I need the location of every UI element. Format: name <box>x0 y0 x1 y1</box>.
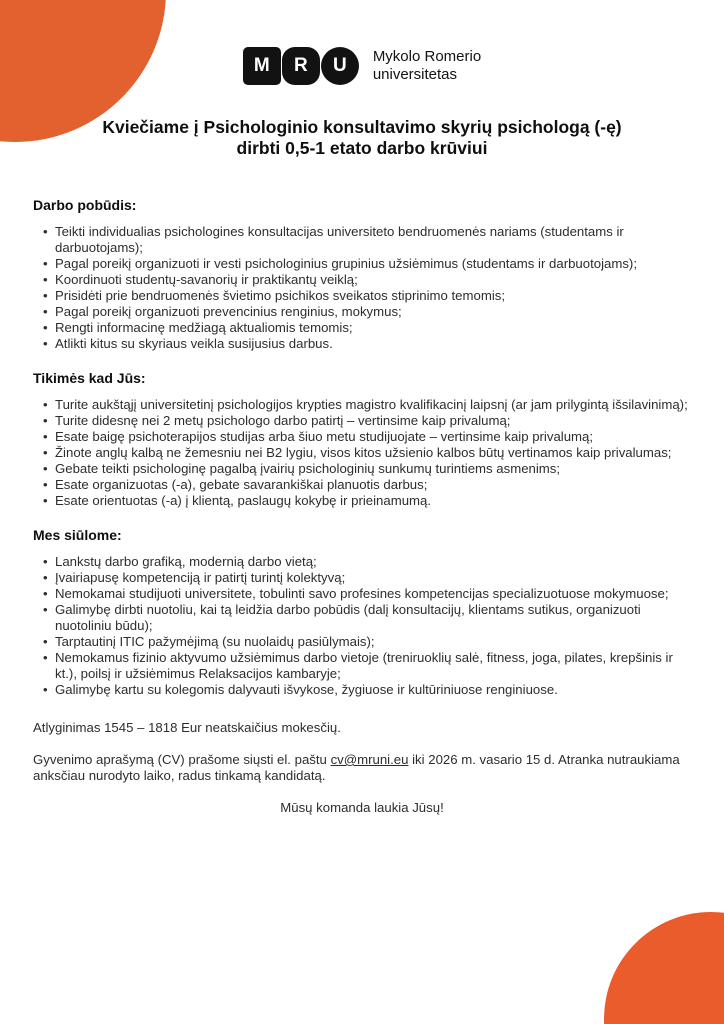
page-title-line1: Kviečiame į Psichologinio konsultavimo skyrių psichologą (-ę) <box>102 117 622 137</box>
university-name <box>373 48 481 84</box>
posting-body <box>0 197 724 816</box>
section-heading: Tikimės kad Jūs: <box>33 370 146 386</box>
list-item: • Nemokamai studijuoti universitete, tobulinti savo profesines kompetencijas specializuotuose mokymuose; <box>43 586 691 602</box>
list-item: • Žinote anglų kalbą ne žemesniu nei B2 lygiu, visos kitos užsienio kalbos būtų vertinamos kaip privalumas; <box>43 445 691 461</box>
logo-letter-u-icon: U <box>321 47 359 85</box>
logo-letter-m-icon: M <box>243 47 281 85</box>
decorative-circle-bottom-right <box>604 912 724 1024</box>
list-item: • Esate baigę psichoterapijos studijas arba šiuo metu studijuojate – vertinsime kaip privalumą; <box>43 429 691 445</box>
closing-line: Mūsų komanda laukia Jūsų! <box>280 800 444 815</box>
list-item: • Galimybę dirbti nuotoliu, kai tą leidžia darbo pobūdis (dalį konsultacijų, klientams sutikus, organizuoti nuotoliniu būdu); <box>43 602 691 634</box>
header <box>0 0 724 158</box>
section-heading: Mes siūlome: <box>33 527 122 543</box>
list-item: • Pagal poreikį organizuoti prevencinius renginius, mokymus; <box>43 304 691 320</box>
list-item: • Turite aukštąjį universitetinį psichologijos krypties magistro kvalifikacinį laipsnį (ar jam prilygintą išsilavinimą); <box>43 397 691 413</box>
list-item: • Esate organizuotas (-a), gebate savarankiškai planuotis darbus; <box>43 477 691 493</box>
mru-logo <box>243 47 481 85</box>
list-item: • Rengti informacinę medžiagą aktualiomis temomis; <box>43 320 691 336</box>
application-instructions <box>33 752 691 784</box>
list-item: • Tarptautinį ITIC pažymėjimą (su nuolaidų pasiūlymais); <box>43 634 691 650</box>
section-darbo-pobudis <box>33 197 691 352</box>
list-item: • Galimybę kartu su kolegomis dalyvauti išvykose, žygiuose ir kultūriniuose renginiuose. <box>43 682 691 698</box>
logo-letter-r-icon: R <box>282 47 320 85</box>
page-title <box>0 117 724 158</box>
darbo-pobudis-list <box>33 224 691 352</box>
section-tikimes <box>33 370 691 509</box>
list-item: • Nemokamus fizinio aktyvumo užsiėmimus darbo vietoje (treniruoklių salė, fitness, joga, pilates, krepšinis ir kt.), poilsį ir užsiėmimus Relaksacijos kambaryje; <box>43 650 691 682</box>
section-mes-siulome <box>33 527 691 698</box>
application-text-after: iki 2026 m. vasario 15 d. Atranka nutraukiama anksčiau nurodyto laiko, radus tinkamą kandidatą. <box>33 752 680 783</box>
list-item: • Koordinuoti studentų-savanorių ir praktikantų veiklą; <box>43 272 691 288</box>
list-item: • Prisidėti prie bendruomenės švietimo psichikos sveikatos stiprinimo temomis; <box>43 288 691 304</box>
email-link[interactable]: cv@mruni.eu <box>330 752 409 767</box>
university-name-line2: universitetas <box>372 66 458 83</box>
university-name-line1: Mykolo Romerio <box>372 48 482 65</box>
list-item: • Atlikti kitus su skyriaus veikla susijusius darbus. <box>43 336 691 352</box>
list-item: • Lankstų darbo grafiką, modernią darbo vietą; <box>43 554 691 570</box>
list-item: • Įvairiapusę kompetenciją ir patirtį turintį kolektyvą; <box>43 570 691 586</box>
section-heading: Darbo pobūdis: <box>33 197 137 213</box>
application-text-before: Gyvenimo aprašymą (CV) prašome siųsti el. paštu <box>33 752 331 767</box>
list-item: • Teikti individualias psichologines konsultacijas universiteto bendruomenės nariams (studentams ir darbuotojams); <box>43 224 691 256</box>
list-item: • Turite didesnę nei 2 metų psichologo darbo patirtį – vertinsime kaip privalumą; <box>43 413 691 429</box>
page-title-line2: dirbti 0,5-1 etato darbo krūviui <box>236 137 488 158</box>
list-item: • Pagal poreikį organizuoti ir vesti psichologinius grupinius užsiėmimus (studentams ir darbuotojams); <box>43 256 691 272</box>
mes-siulome-list <box>33 554 691 698</box>
list-item: • Esate orientuotas (-a) į klientą, paslaugų kokybę ir prieinamumą. <box>43 493 691 509</box>
list-item: • Gebate teikti psichologinę pagalbą įvairių psichologinių sunkumų turintiems asmenims; <box>43 461 691 477</box>
salary-line: Atlyginimas 1545 – 1818 Eur neatskaičius mokesčių. <box>33 720 341 735</box>
tikimes-list <box>33 397 691 509</box>
